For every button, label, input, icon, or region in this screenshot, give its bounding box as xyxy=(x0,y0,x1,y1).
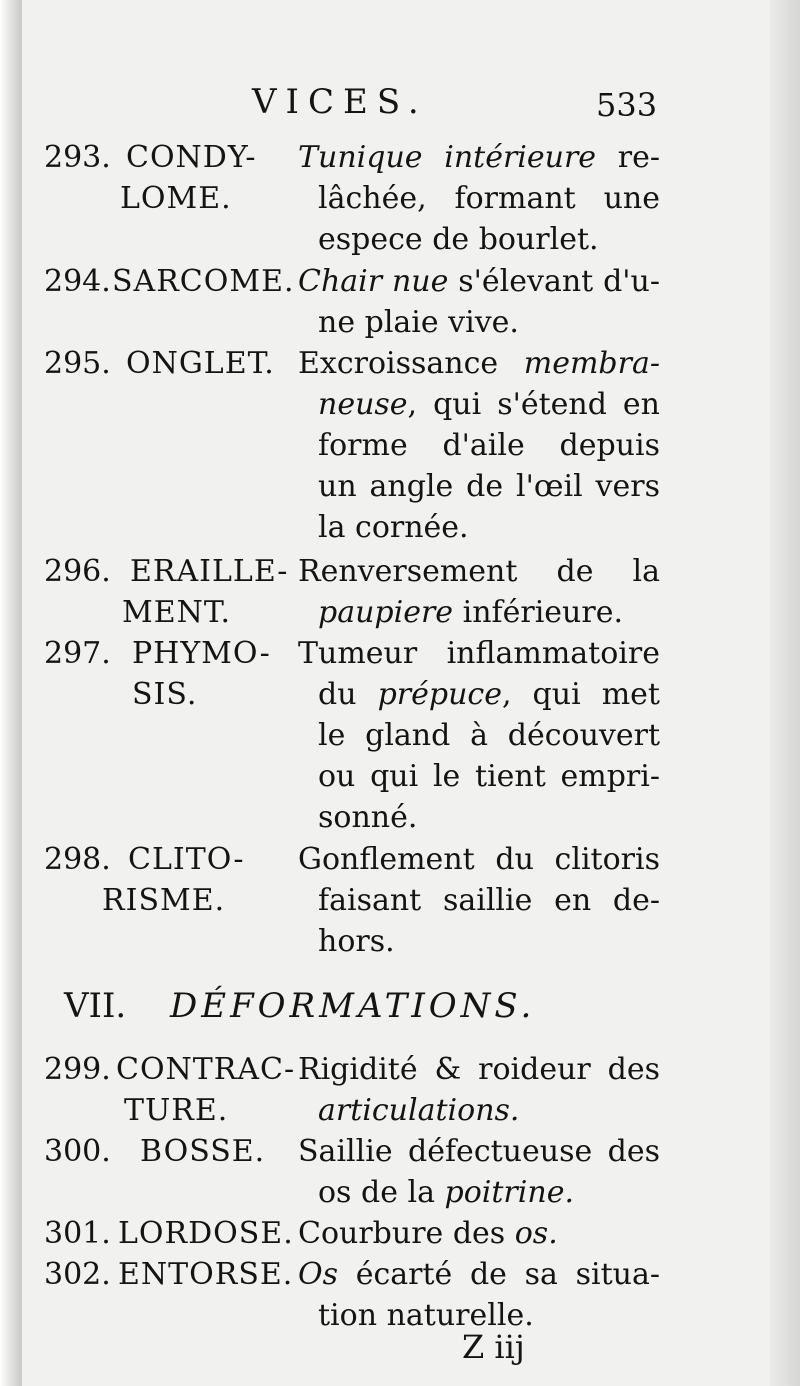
entry-term: LORDOSE. xyxy=(118,1216,294,1251)
entry-term: MENT. xyxy=(122,595,232,630)
entry-number: 299. xyxy=(44,1052,111,1087)
entry-term: ERAILLE- xyxy=(130,554,289,589)
entry-definition-line: neuse, qui s'étend en xyxy=(318,387,660,422)
entry-definition-line: la cornée. xyxy=(318,510,469,545)
entry-definition-line: paupiere inférieure. xyxy=(318,595,624,630)
entry-definition-line: Os écarté de sa situa- xyxy=(298,1257,660,1292)
entry-line xyxy=(0,264,800,306)
section-title: DÉFORMATIONS. xyxy=(170,986,536,1026)
entry-line xyxy=(0,181,800,223)
entry-line xyxy=(0,718,800,760)
page-header xyxy=(0,82,800,132)
entry-definition-line: espece de bourlet. xyxy=(318,222,599,257)
entry-number: 293. xyxy=(44,140,111,175)
entry-line xyxy=(0,636,800,678)
entry-definition-line: hors. xyxy=(318,924,395,959)
page-number: 533 xyxy=(596,86,658,124)
entry-line xyxy=(0,1216,800,1258)
entry-definition-line: forme d'aile depuis xyxy=(318,428,660,463)
entry-definition-line: le gland à découvert xyxy=(318,718,660,753)
entry-term: LOME. xyxy=(120,181,232,216)
entry-term: SIS. xyxy=(132,677,198,712)
entry-term: CONDY- xyxy=(126,140,257,175)
entry-term: CONTRAC- xyxy=(116,1052,296,1087)
entry-definition-line: Saillie défectueuse des xyxy=(298,1134,660,1169)
entry-number: 298. xyxy=(44,842,111,877)
entry-line xyxy=(0,387,800,429)
entry-line xyxy=(0,800,800,842)
entry-definition-line: Tunique intérieure re- xyxy=(298,140,660,175)
entry-term: ENTORSE. xyxy=(118,1257,294,1292)
entry-line xyxy=(0,924,800,966)
entry-definition-line: un angle de l'œil vers xyxy=(318,469,660,504)
entry-definition-line: faisant saillie en de- xyxy=(318,883,660,918)
entry-number: 297. xyxy=(44,636,111,671)
entry-line xyxy=(0,595,800,637)
entry-number: 301. xyxy=(44,1216,111,1251)
entry-line xyxy=(0,1175,800,1217)
entry-definition-line: lâchée, formant une xyxy=(318,181,660,216)
entry-definition-line: du prépuce, qui met xyxy=(318,677,660,712)
entry-definition-line: os de la poitrine. xyxy=(318,1175,574,1210)
entry-term: RISME. xyxy=(102,883,226,918)
entry-definition-line: ou qui le tient empri- xyxy=(318,759,660,794)
entry-line xyxy=(0,346,800,388)
entry-line xyxy=(0,759,800,801)
entry-line xyxy=(0,222,800,264)
entry-line xyxy=(0,469,800,511)
running-title: VICES. xyxy=(252,82,428,122)
entry-line xyxy=(0,1093,800,1135)
entry-term: PHYMO- xyxy=(132,636,271,671)
entry-line xyxy=(0,842,800,884)
entry-term: ONGLET. xyxy=(126,346,275,381)
entry-line xyxy=(0,140,800,182)
entry-line xyxy=(0,883,800,925)
entry-line xyxy=(0,1134,800,1176)
entry-line xyxy=(0,677,800,719)
entry-line xyxy=(0,1298,800,1340)
entry-definition-line: Chair nue s'élevant d'u- xyxy=(298,264,660,299)
section-number: VII. xyxy=(64,986,127,1026)
entry-number: 294. xyxy=(44,264,111,299)
entry-term: TURE. xyxy=(124,1093,229,1128)
entry-line xyxy=(0,305,800,347)
entry-number: 302. xyxy=(44,1257,111,1292)
entry-line xyxy=(0,510,800,552)
entry-definition-line: sonné. xyxy=(318,800,418,835)
entry-term: CLITO- xyxy=(128,842,245,877)
entry-line xyxy=(0,428,800,470)
entry-number: 296. xyxy=(44,554,111,589)
entry-number: 300. xyxy=(44,1134,111,1169)
entry-definition-line: Tumeur inflammatoire xyxy=(298,636,660,671)
entry-line xyxy=(0,1052,800,1094)
signature-mark: Z iij xyxy=(462,1328,525,1366)
entry-line xyxy=(0,554,800,596)
entry-term: BOSSE. xyxy=(140,1134,266,1169)
entry-definition-line: Renversement de la xyxy=(298,554,660,589)
entry-definition-line: ne plaie vive. xyxy=(318,305,519,340)
entry-definition-line: Rigidité & roideur des xyxy=(298,1052,660,1087)
entry-definition-line: Gonflement du clitoris xyxy=(298,842,660,877)
section-heading xyxy=(64,986,654,1036)
entry-number: 295. xyxy=(44,346,111,381)
entry-definition-line: articulations. xyxy=(318,1093,520,1128)
entry-definition-line: Excroissance membra- xyxy=(298,346,660,381)
entry-term: SARCOME. xyxy=(112,264,295,299)
entry-definition-line: tion naturelle. xyxy=(318,1298,534,1333)
entry-definition-line: Courbure des os. xyxy=(298,1216,558,1251)
entry-line xyxy=(0,1257,800,1299)
